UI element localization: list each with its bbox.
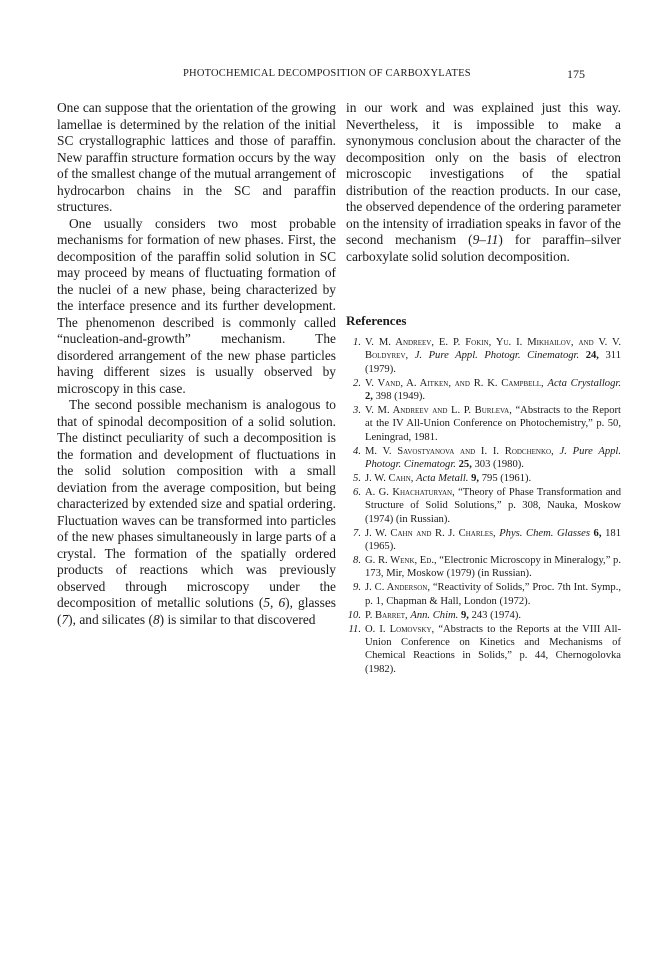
paragraph-text: ) for paraffin–silver carboxylate solid solution decomposition. bbox=[346, 232, 621, 264]
reference-item bbox=[346, 581, 621, 608]
reference-item bbox=[346, 404, 621, 444]
reference-number: 6. bbox=[353, 486, 361, 498]
reference-volume: 9, bbox=[460, 609, 469, 621]
reference-details: 303 (1980). bbox=[474, 459, 524, 471]
reference-item bbox=[346, 527, 621, 554]
reference-authors: V. M. Andreev, E. P. Fokin, Yu. I. Mikhailov, and V. V. Boldyrev, bbox=[365, 337, 621, 362]
paragraph-text: ), and silicates ( bbox=[68, 611, 153, 627]
paragraph-orientation: One can suppose that the orientation of the growing lamellae is determined by the relation of the initial SC crystallographic lattices and those of paraffin. New paraffin structure formation occurs by the way of the smallest change of the mutual arrangement of hydrocarbon chains in the SC and paraffin structures. bbox=[57, 100, 336, 214]
reference-volume: 24, bbox=[585, 350, 599, 362]
reference-journal: J. Pure Appl. Photogr. Cinematogr. bbox=[365, 445, 621, 471]
reference-authors: J. C. Anderson, bbox=[365, 582, 430, 594]
reference-details: 795 (1961). bbox=[481, 473, 532, 485]
reference-item bbox=[346, 554, 621, 581]
reference-details: 181 (1965). bbox=[365, 527, 621, 553]
reference-journal: Acta Metall. bbox=[416, 473, 469, 485]
reference-number: 11. bbox=[348, 623, 361, 635]
paragraph-text: in our work and was explained just this way. Nevertheless, it is impossible to make a synonymous conclusion about the character of the decomposition only on the basis of electron microscopic investigations of the spatial distribution of the reaction products. In our case, the observed dependence of the ordering parameter on the intensity of irradiation speaks in favor of the second mechanism ( bbox=[346, 100, 621, 247]
reference-details: “Electronic Microscopy in Mineralogy,” p. 173, Mir, Moskow (1979) (in Russian). bbox=[365, 555, 622, 580]
reference-journal: Acta Crystallogr. bbox=[547, 377, 621, 389]
citation-ref: 7 bbox=[61, 611, 69, 627]
paragraph-conclusion bbox=[346, 100, 621, 265]
reference-number: 4. bbox=[353, 445, 361, 457]
reference-item bbox=[346, 472, 621, 485]
reference-authors: P. Barret, bbox=[365, 609, 408, 621]
paragraph-text: The second possible mechanism is analogous to that of spinodal decomposition of a solid solution. The distinct peculiarity of such a decomposition is the formation and development of fluctuations in the solid solution composition with a small deviation from the average composition, but being characterized by extended size and spatial ordering. Fluctuation waves can be transformed into particles of the new phases simultaneously in large parts of a crystal. The formation of the spatially ordered products of reactions which was previously observed through microscopy under the decomposition of metallic solutions ( bbox=[57, 397, 336, 610]
reference-number: 1. bbox=[353, 337, 361, 348]
reference-authors: J. W. Cahn, bbox=[365, 473, 414, 485]
paragraph-text: ) is similar to that discovered bbox=[159, 611, 316, 627]
reference-volume: 2, bbox=[365, 391, 373, 403]
reference-item bbox=[346, 377, 621, 404]
references-heading: References bbox=[346, 313, 407, 328]
reference-number: 5. bbox=[353, 473, 361, 485]
reference-volume: 6, bbox=[593, 527, 602, 539]
reference-list bbox=[346, 336, 621, 677]
reference-number: 3. bbox=[353, 405, 361, 417]
reference-details: “Reactivity of Solids,” Proc. 7th Int. Symp., p. 1, Chapman & Hall, London (1972). bbox=[365, 582, 621, 607]
reference-details: “Theory of Phase Transformation and Structure of Solid Solutions,” p. 308, Nauka, Moskow (1974) (in Russian). bbox=[365, 486, 621, 525]
reference-number: 2. bbox=[353, 377, 361, 389]
citation-ref: 9–11 bbox=[472, 232, 499, 247]
reference-authors: V. M. Andreev and L. P. Burleva, bbox=[365, 405, 512, 417]
reference-authors: M. V. Savostyanova and I. I. Rodchenko, bbox=[365, 445, 554, 457]
reference-item bbox=[346, 609, 621, 622]
reference-journal: Phys. Chem. Glasses bbox=[499, 527, 590, 539]
reference-volume: 25, bbox=[458, 459, 472, 471]
reference-number: 7. bbox=[353, 527, 361, 539]
reference-number: 9. bbox=[353, 582, 361, 594]
citation-ref: 5 bbox=[263, 595, 271, 610]
reference-authors: O. I. Lomovsky, bbox=[365, 623, 435, 635]
reference-number: 8. bbox=[353, 555, 361, 566]
running-head bbox=[0, 68, 672, 84]
reference-item bbox=[346, 445, 621, 472]
paragraph-text: ), glasses ( bbox=[57, 595, 336, 627]
reference-details: 311 (1979). bbox=[365, 350, 621, 375]
reference-journal: J. Pure Appl. Photogr. Cinematogr. bbox=[414, 350, 580, 362]
paragraph-spinodal bbox=[57, 397, 336, 628]
paragraph-text: , bbox=[270, 595, 279, 610]
reference-details: “Abstracts to the Reports at the VIII All-Union Conference on Kinetics and Mechanisms of Chemical Reactions in Solids,” p. 44, Chernogolovka (1982). bbox=[365, 623, 621, 675]
reference-number: 10. bbox=[347, 609, 361, 621]
reference-journal: Ann. Chim. bbox=[410, 609, 459, 621]
right-column bbox=[346, 100, 622, 675]
page-number: 175 bbox=[567, 67, 585, 81]
reference-details: 398 (1949). bbox=[375, 391, 426, 403]
reference-item bbox=[346, 623, 621, 677]
reference-authors: V. Vand, A. Aitken, and R. K. Campbell, bbox=[365, 377, 544, 389]
reference-authors: A. G. Khachaturyan, bbox=[365, 486, 455, 498]
running-title: PHOTOCHEMICAL DECOMPOSITION OF CARBOXYLATES bbox=[183, 68, 471, 79]
citation-ref: 6 bbox=[278, 595, 286, 610]
citation-ref: 8 bbox=[152, 611, 160, 627]
reference-details: “Abstracts to the Report at the IV All-Union Conference on Photochemistry,” p. 50, Leningrad, 1981. bbox=[365, 405, 621, 443]
paragraph-mechanisms: One usually considers two most probable mechanisms for formation of new phases. First, the decomposition of the paraffin solid solution in SC may proceed by means of fluctuating formation of the nuclei of a new phase, being characterized by the interface presence and its further development. The phenomenon described is commonly called “nucleation-and-growth” mechanism. The disordered arrangement of the new phase particles having different sizes is usually observed by microscopy in this case. bbox=[57, 215, 336, 396]
reference-authors: G. R. Wenk, Ed., bbox=[365, 555, 437, 566]
reference-item bbox=[346, 336, 621, 376]
reference-details: 243 (1974). bbox=[471, 609, 522, 621]
left-column bbox=[57, 100, 336, 628]
reference-item bbox=[346, 486, 621, 526]
reference-authors: J. W. Cahn and R. J. Charles, bbox=[365, 527, 496, 539]
reference-volume: 9, bbox=[471, 473, 480, 485]
